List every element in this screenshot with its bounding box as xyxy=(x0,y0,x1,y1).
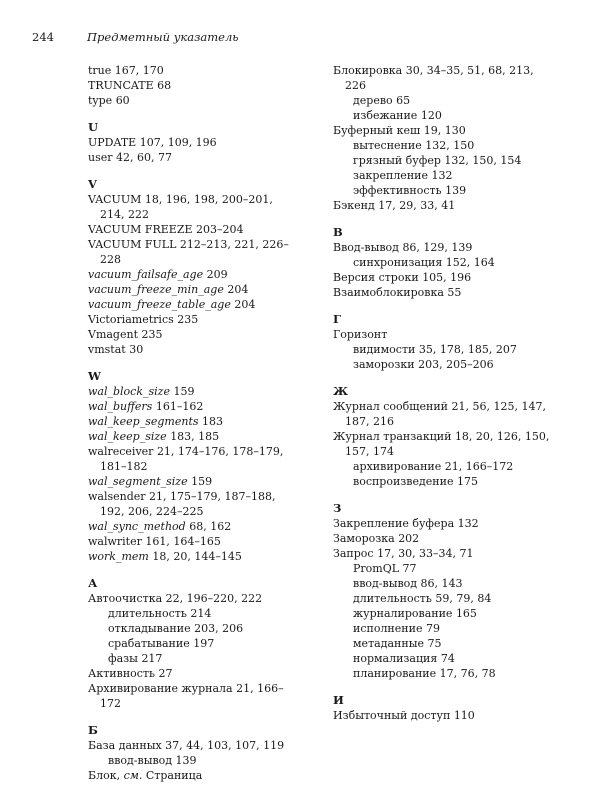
index-pages: 21, 175–179, 187–188, 192, 206, 224–225 xyxy=(100,490,276,518)
index-entry xyxy=(88,399,298,414)
index-term: Взаимоблокировка xyxy=(333,286,444,299)
index-entry xyxy=(333,285,553,300)
index-term: UPDATE xyxy=(88,136,137,149)
index-term: дерево xyxy=(353,94,393,107)
index-subentry xyxy=(333,168,553,183)
index-entry xyxy=(88,444,298,474)
index-term: Запрос xyxy=(333,547,374,560)
index-term: wal_segment_size xyxy=(88,475,188,488)
index-term: wal_keep_size xyxy=(88,430,167,443)
index-term: ввод-вывод xyxy=(353,577,418,590)
index-term: планирование xyxy=(353,667,437,680)
index-pages: 42, 60, 77 xyxy=(116,151,172,164)
index-pages: 132 xyxy=(431,169,453,182)
index-entry xyxy=(88,681,298,711)
index-pages: 19, 130 xyxy=(423,124,466,137)
index-term: избежание xyxy=(353,109,418,122)
index-term: Активность xyxy=(88,667,156,680)
index-pages: Страница xyxy=(145,769,203,782)
index-entry xyxy=(88,768,298,783)
index-pages: 27 xyxy=(158,667,173,680)
index-pages: 212–213, 221, 226–228 xyxy=(100,238,289,266)
index-term: TRUNCATE xyxy=(88,79,154,92)
index-subentry xyxy=(333,606,553,621)
index-term: воспроизведение xyxy=(353,475,454,488)
index-pages: 18, 20, 144–145 xyxy=(152,550,242,563)
index-entry xyxy=(88,666,298,681)
index-pages: 235 xyxy=(177,313,199,326)
index-group xyxy=(333,693,553,723)
index-pages: 197 xyxy=(193,637,215,650)
index-entry xyxy=(333,531,553,546)
index-subentry xyxy=(333,576,553,591)
index-entry xyxy=(333,429,553,459)
index-column-right xyxy=(333,63,553,735)
index-subentry xyxy=(333,651,553,666)
index-term: срабатывание xyxy=(108,637,190,650)
page-number: 244 xyxy=(32,30,54,44)
index-group xyxy=(88,576,298,711)
index-pages: 139 xyxy=(175,754,197,767)
index-pages: 59, 79, 84 xyxy=(435,592,492,605)
index-letter-heading: В xyxy=(333,225,343,239)
index-subentry xyxy=(333,153,553,168)
index-pages: 209 xyxy=(206,268,228,281)
index-pages: 204 xyxy=(234,298,256,311)
index-pages: 37, 44, 103, 107, 119 xyxy=(165,739,285,752)
index-subentry xyxy=(333,591,553,606)
index-pages: 21, 174–176, 178–179, 181–182 xyxy=(100,445,284,473)
index-term: Закрепление буфера xyxy=(333,517,455,530)
index-group xyxy=(88,120,298,165)
index-term: Горизонт xyxy=(333,328,388,341)
index-group xyxy=(333,63,553,213)
index-column-left xyxy=(88,63,298,795)
index-term: work_mem xyxy=(88,550,149,563)
index-term: vacuum_freeze_min_age xyxy=(88,283,224,296)
index-pages: 214 xyxy=(190,607,212,620)
index-entry xyxy=(333,546,553,561)
index-term: грязный буфер xyxy=(353,154,441,167)
index-entry xyxy=(333,327,553,342)
index-term: журналирование xyxy=(353,607,453,620)
index-term: метаданные xyxy=(353,637,424,650)
see-reference: см. xyxy=(123,769,143,782)
index-pages: 22, 196–220, 222 xyxy=(165,592,263,605)
index-entry xyxy=(88,474,298,489)
index-entry xyxy=(333,198,553,213)
index-pages: 18, 20, 126, 150, 157, 174 xyxy=(345,430,550,458)
index-term: vacuum_failsafe_age xyxy=(88,268,204,281)
index-entry xyxy=(88,93,298,108)
index-group xyxy=(333,384,553,489)
index-letter-heading: И xyxy=(333,693,344,707)
index-term: walwriter xyxy=(88,535,142,548)
index-pages: 21, 56, 125, 147, 187, 216 xyxy=(345,400,546,428)
index-entry xyxy=(88,549,298,564)
index-entry xyxy=(88,738,298,753)
index-entry xyxy=(88,384,298,399)
index-pages: 17, 29, 33, 41 xyxy=(378,199,456,212)
index-term: видимости xyxy=(353,343,416,356)
index-entry xyxy=(88,342,298,357)
index-entry xyxy=(88,192,298,222)
index-entry xyxy=(88,327,298,342)
index-pages: 55 xyxy=(447,286,462,299)
index-pages: 183 xyxy=(202,415,224,428)
index-entry xyxy=(333,399,553,429)
index-pages: 203, 205–206 xyxy=(418,358,494,371)
index-term: Версия строки xyxy=(333,271,419,284)
index-pages: 139 xyxy=(445,184,467,197)
index-letter-heading: V xyxy=(88,177,97,191)
index-entry xyxy=(88,534,298,549)
index-term: wal_keep_segments xyxy=(88,415,199,428)
index-pages: 204 xyxy=(227,283,249,296)
index-group xyxy=(88,723,298,783)
index-term: эффективность xyxy=(353,184,442,197)
index-pages: 235 xyxy=(141,328,163,341)
index-pages: 110 xyxy=(453,709,475,722)
index-term: PromQL xyxy=(353,562,400,575)
index-pages: 68, 162 xyxy=(189,520,232,533)
index-term: База данных xyxy=(88,739,162,752)
index-subentry xyxy=(88,621,298,636)
index-subentry xyxy=(333,183,553,198)
index-term: Victoriametrics xyxy=(88,313,174,326)
index-entry xyxy=(333,63,553,93)
index-pages: 21, 166–172 xyxy=(444,460,514,473)
index-term: Журнал сообщений xyxy=(333,400,449,413)
index-pages: 21, 166–172 xyxy=(100,682,284,710)
index-term: vacuum_freeze_table_age xyxy=(88,298,231,311)
index-term: Бэкенд xyxy=(333,199,375,212)
index-pages: 152, 164 xyxy=(445,256,495,269)
index-term: VACUUM FREEZE xyxy=(88,223,193,236)
index-term: wal_block_size xyxy=(88,385,170,398)
index-term: Избыточный доступ xyxy=(333,709,451,722)
index-term: user xyxy=(88,151,113,164)
index-group xyxy=(333,501,553,681)
index-letter-heading: Г xyxy=(333,312,341,326)
index-pages: 86, 129, 139 xyxy=(402,241,473,254)
index-pages: 165 xyxy=(455,607,477,620)
index-term: walsender xyxy=(88,490,146,503)
index-subentry xyxy=(333,459,553,474)
index-pages: 17, 76, 78 xyxy=(439,667,496,680)
index-letter-heading: З xyxy=(333,501,342,515)
index-pages: 161–162 xyxy=(155,400,204,413)
index-letter-heading: А xyxy=(88,576,98,590)
index-entry xyxy=(88,429,298,444)
index-subentry xyxy=(333,342,553,357)
index-pages: 159 xyxy=(173,385,195,398)
index-term: Журнал транзакций xyxy=(333,430,452,443)
index-pages: 120 xyxy=(420,109,442,122)
index-term: архивирование xyxy=(353,460,442,473)
index-pages: 17, 30, 33–34, 71 xyxy=(377,547,474,560)
index-pages: 79 xyxy=(425,622,440,635)
index-group xyxy=(88,63,298,108)
index-group xyxy=(88,369,298,564)
index-entry xyxy=(333,516,553,531)
index-term: walreceiver xyxy=(88,445,154,458)
index-term: Заморозка xyxy=(333,532,395,545)
index-term: Ввод-вывод xyxy=(333,241,399,254)
index-pages: 132 xyxy=(457,517,479,530)
index-subentry xyxy=(333,621,553,636)
index-term: VACUUM FULL xyxy=(88,238,177,251)
index-term: wal_buffers xyxy=(88,400,153,413)
index-entry xyxy=(333,270,553,285)
running-title: Предметный указатель xyxy=(87,30,239,44)
index-term: длительность xyxy=(108,607,187,620)
index-term: type xyxy=(88,94,113,107)
index-pages: 74 xyxy=(440,652,455,665)
index-pages: 159 xyxy=(191,475,213,488)
index-entry xyxy=(88,222,298,237)
index-subentry xyxy=(333,561,553,576)
index-pages: 105, 196 xyxy=(422,271,472,284)
index-entry xyxy=(88,489,298,519)
index-subentry xyxy=(333,636,553,651)
index-subentry xyxy=(333,474,553,489)
index-entry xyxy=(88,297,298,312)
index-entry xyxy=(333,123,553,138)
index-pages: 60 xyxy=(115,94,130,107)
index-pages: 77 xyxy=(402,562,417,575)
index-term: Блок, xyxy=(88,769,121,782)
index-entry xyxy=(333,708,553,723)
index-entry xyxy=(88,267,298,282)
index-term: синхронизация xyxy=(353,256,443,269)
index-term: длительность xyxy=(353,592,432,605)
index-pages: 30, 34–35, 51, 68, 213, 226 xyxy=(345,64,534,92)
index-entry xyxy=(88,282,298,297)
index-group xyxy=(333,312,553,372)
index-term: откладывание xyxy=(108,622,191,635)
index-subentry xyxy=(333,666,553,681)
index-entry xyxy=(88,519,298,534)
index-term: ввод-вывод xyxy=(108,754,173,767)
index-term: Блокировка xyxy=(333,64,403,77)
index-letter-heading: U xyxy=(88,120,99,134)
index-term: Vmagent xyxy=(88,328,138,341)
index-pages: 203, 206 xyxy=(194,622,244,635)
index-pages: 161, 164–165 xyxy=(145,535,221,548)
index-term: Автоочистка xyxy=(88,592,163,605)
index-entry xyxy=(333,240,553,255)
index-pages: 167, 170 xyxy=(114,64,164,77)
index-pages: 132, 150, 154 xyxy=(444,154,522,167)
index-pages: 68 xyxy=(157,79,172,92)
index-term: нормализация xyxy=(353,652,438,665)
index-group xyxy=(333,225,553,300)
index-term: вытеснение xyxy=(353,139,422,152)
index-subentry xyxy=(333,93,553,108)
index-subentry xyxy=(333,138,553,153)
index-pages: 183, 185 xyxy=(170,430,220,443)
index-term: true xyxy=(88,64,112,77)
index-entry xyxy=(88,135,298,150)
index-pages: 86, 143 xyxy=(420,577,463,590)
index-pages: 203–204 xyxy=(196,223,244,236)
index-term: vmstat xyxy=(88,343,126,356)
index-letter-heading: Ж xyxy=(333,384,349,398)
index-pages: 132, 150 xyxy=(425,139,475,152)
index-term: wal_sync_method xyxy=(88,520,186,533)
index-pages: 18, 196, 198, 200–201, 214, 222 xyxy=(100,193,273,221)
index-group xyxy=(88,177,298,357)
index-entry xyxy=(88,63,298,78)
index-entry xyxy=(88,78,298,93)
index-entry xyxy=(88,237,298,267)
index-term: заморозки xyxy=(353,358,415,371)
index-entry xyxy=(88,591,298,606)
index-letter-heading: W xyxy=(88,369,101,383)
index-pages: 30 xyxy=(129,343,144,356)
index-entry xyxy=(88,312,298,327)
index-pages: 107, 109, 196 xyxy=(139,136,217,149)
index-term: исполнение xyxy=(353,622,423,635)
index-subentry xyxy=(333,108,553,123)
index-term: закрепление xyxy=(353,169,428,182)
index-pages: 175 xyxy=(456,475,478,488)
index-subentry xyxy=(88,636,298,651)
index-pages: 65 xyxy=(396,94,411,107)
index-term: фазы xyxy=(108,652,138,665)
index-entry xyxy=(88,414,298,429)
index-pages: 35, 178, 185, 207 xyxy=(418,343,517,356)
index-pages: 75 xyxy=(427,637,442,650)
index-subentry xyxy=(88,651,298,666)
index-subentry xyxy=(333,255,553,270)
index-pages: 202 xyxy=(398,532,420,545)
index-term: Буферный кеш xyxy=(333,124,421,137)
index-letter-heading: Б xyxy=(88,723,98,737)
index-term: VACUUM xyxy=(88,193,142,206)
index-entry xyxy=(88,150,298,165)
index-pages: 217 xyxy=(141,652,163,665)
index-subentry xyxy=(88,606,298,621)
index-term: Архивирование журнала xyxy=(88,682,233,695)
index-subentry xyxy=(333,357,553,372)
